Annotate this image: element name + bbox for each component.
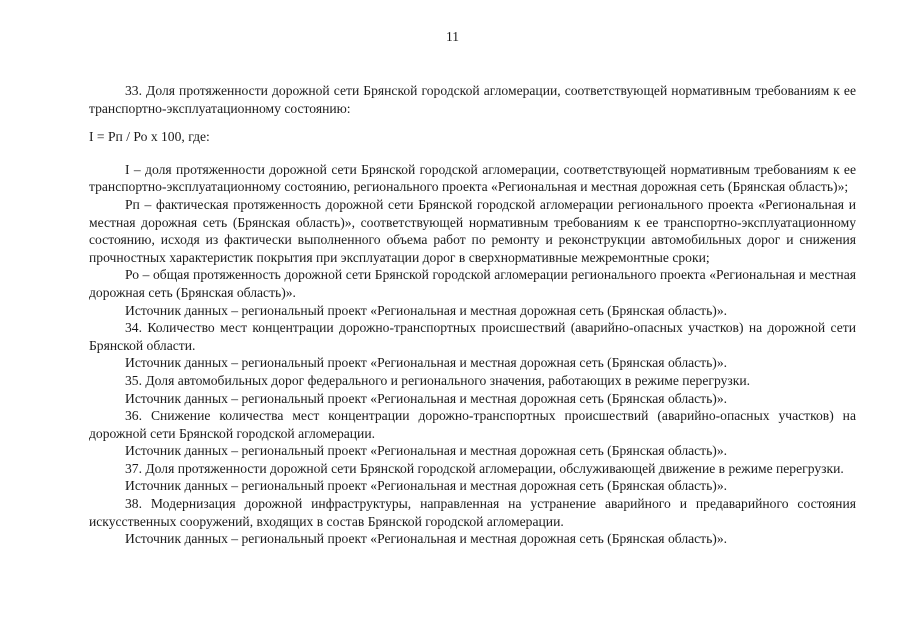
definition-po: Ро – общая протяженность дорожной сети Брянской городской агломерации регионального проекта «Региональная и местная дорожная сеть (Брянская область)». <box>89 267 856 300</box>
data-source: Источник данных – региональный проект «Региональная и местная дорожная сеть (Брянская область)». <box>125 478 728 494</box>
formula: I = Рп / Ро х 100, где: <box>89 129 210 145</box>
definition-i: I – доля протяженности дорожной сети Брянской городской агломерации, соответствующей нормативным требованиям к ее транспортно-эксплуатационному состоянию, регионального проекта «Региональная и местная дорожная сеть (Брянская область)»; <box>89 161 856 195</box>
data-source: Источник данных – региональный проект «Региональная и местная дорожная сеть (Брянская область)». <box>125 355 728 371</box>
paragraph-item-35: 35. Доля автомобильных дорог федерального и регионального значения, работающих в режиме перегрузки. <box>125 372 751 388</box>
paragraph-item-33: 33. Доля протяженности дорожной сети Брянской городской агломерации, соответствующей нормативным требованиям к ее транспортно-эксплуатационному состоянию: <box>89 83 856 116</box>
data-source: Источник данных – региональный проект «Региональная и местная дорожная сеть (Брянская область)». <box>125 531 728 547</box>
paragraph-item-36: 36. Снижение количества мест концентрации дорожно-транспортных происшествий (аварийно-опасных участков) на дорожной сети Брянской городской агломерации. <box>89 408 856 441</box>
definition-pn: Рп – фактическая протяженность дорожной сети Брянской городской агломерации регионального проекта «Региональная и местная дорожная сеть (Брянская область)», соответствующей нормативным требованиям к ее транспортно-эксплуатационному состоянию, исходя из фактически выполненного объема работ по ремонту и реконструкции автомобильных дорог и снижения прочностных характеристик покрытия при эксплуатации дорог в сверхнормативные межремонтные сроки; <box>89 196 856 265</box>
data-source: Источник данных – региональный проект «Региональная и местная дорожная сеть (Брянская область)». <box>125 390 728 406</box>
paragraph-item-34: 34. Количество мест концентрации дорожно-транспортных происшествий (аварийно-опасных участков) на дорожной сети Брянской области. <box>89 320 856 353</box>
data-source: Источник данных – региональный проект «Региональная и местная дорожная сеть (Брянская область)». <box>125 443 728 459</box>
document-body <box>89 82 856 548</box>
data-source: Источник данных – региональный проект «Региональная и местная дорожная сеть (Брянская область)». <box>125 302 728 318</box>
paragraph-item-38: 38. Модернизация дорожной инфраструктуры, направленная на устранение аварийного и предаварийного состояния искусственных сооружений, входящих в состав Брянской городской агломерации. <box>89 496 856 529</box>
paragraph-item-37: 37. Доля протяженности дорожной сети Брянской городской агломерации, обслуживающей движение в режиме перегрузки. <box>125 460 844 476</box>
page-number: 11 <box>446 29 459 44</box>
